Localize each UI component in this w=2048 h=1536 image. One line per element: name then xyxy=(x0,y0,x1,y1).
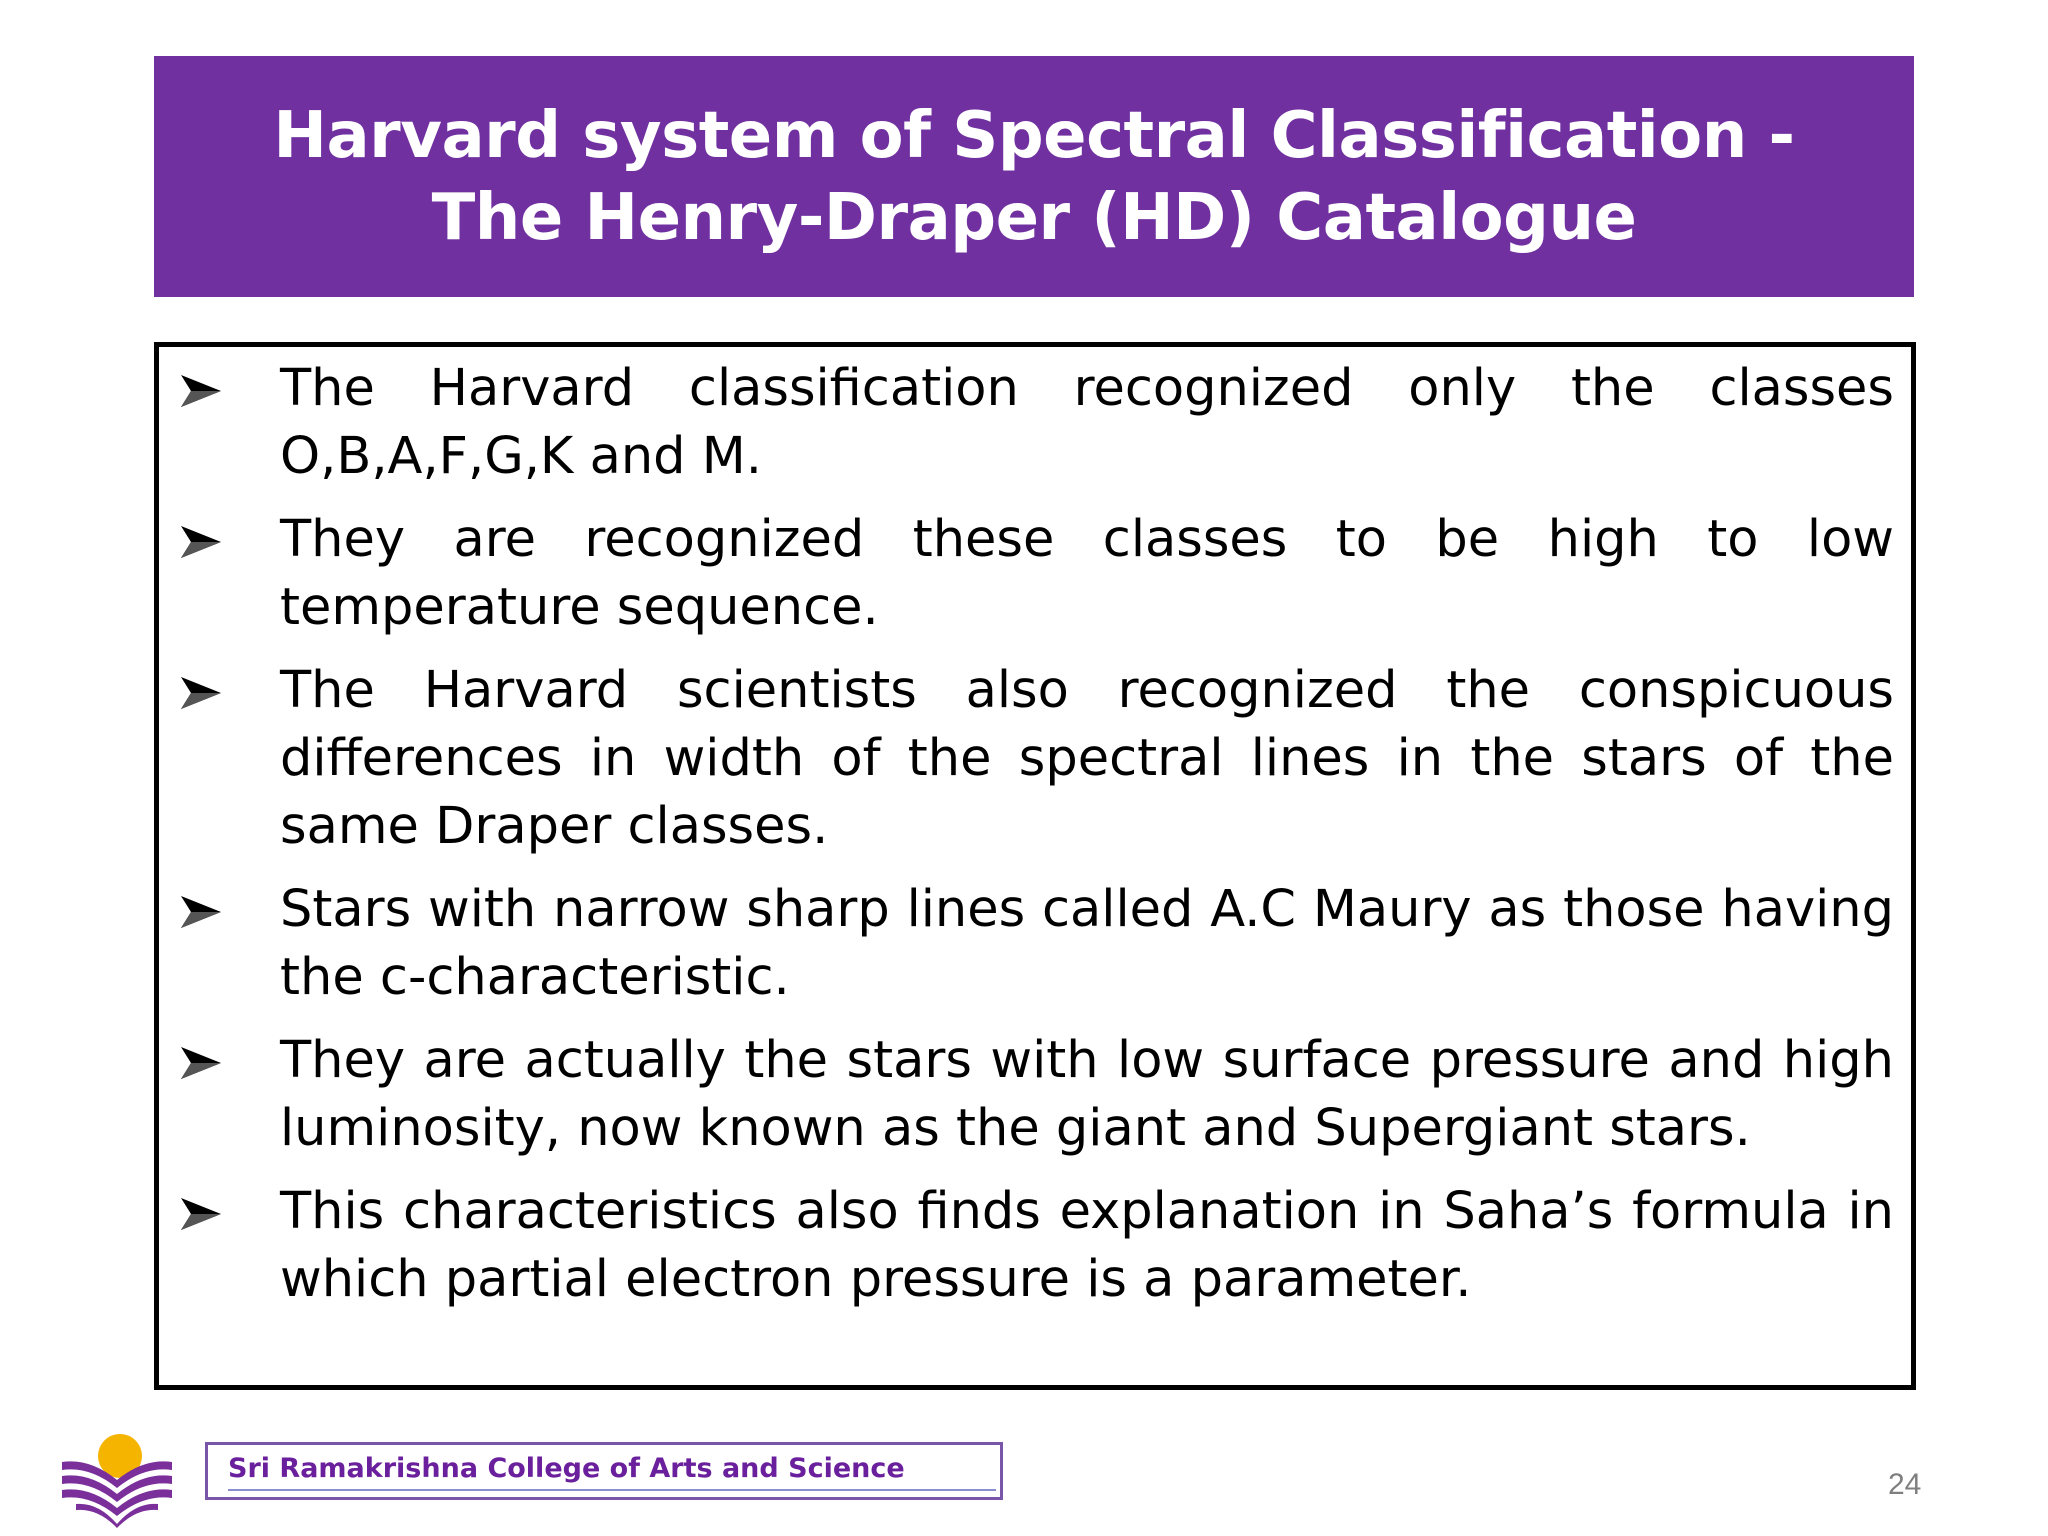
bullet-text: The Harvard classification recognized only the classes O,B,A,F,G,K and M. xyxy=(280,359,1894,486)
bullet-text: The Harvard scientists also recognized the conspicuous differences in width of the spectral lines in the stars of the same Draper classes. xyxy=(280,661,1894,856)
slide-title-line-2: The Henry-Draper (HD) Catalogue xyxy=(431,180,1637,255)
arrowhead-bullet-icon xyxy=(179,675,223,711)
bullet-item xyxy=(179,657,1894,861)
arrowhead-bullet-icon xyxy=(179,894,223,930)
college-name-box xyxy=(205,1442,1003,1500)
title-banner xyxy=(154,56,1914,297)
arrowhead-bullet-icon xyxy=(179,373,223,409)
bullet-list xyxy=(179,355,1894,1329)
bullet-text: They are actually the stars with low surface pressure and high luminosity, now known as the giant and Supergiant stars. xyxy=(280,1031,1894,1158)
bullet-item xyxy=(179,355,1894,491)
bullet-text: Stars with narrow sharp lines called A.C Maury as those having the c-characteristic. xyxy=(280,880,1894,1007)
college-name: Sri Ramakrishna College of Arts and Science xyxy=(228,1453,905,1484)
arrowhead-bullet-icon xyxy=(179,524,223,560)
college-name-underline xyxy=(228,1489,996,1491)
bullet-item xyxy=(179,506,1894,642)
bullet-text: They are recognized these classes to be high to low temperature sequence. xyxy=(280,510,1894,637)
arrowhead-bullet-icon xyxy=(179,1045,223,1081)
bullet-item xyxy=(179,1178,1894,1314)
arrowhead-bullet-icon xyxy=(179,1196,223,1232)
bullet-item xyxy=(179,1027,1894,1163)
page-number: 24 xyxy=(1888,1468,1922,1501)
college-emblem-icon xyxy=(58,1428,176,1528)
bullet-text: This characteristics also finds explanation in Saha’s formula in which partial electron pressure is a parameter. xyxy=(280,1182,1894,1309)
bullet-item xyxy=(179,876,1894,1012)
slide-title-line-1: Harvard system of Spectral Classification - xyxy=(273,98,1795,173)
content-box xyxy=(154,342,1916,1390)
